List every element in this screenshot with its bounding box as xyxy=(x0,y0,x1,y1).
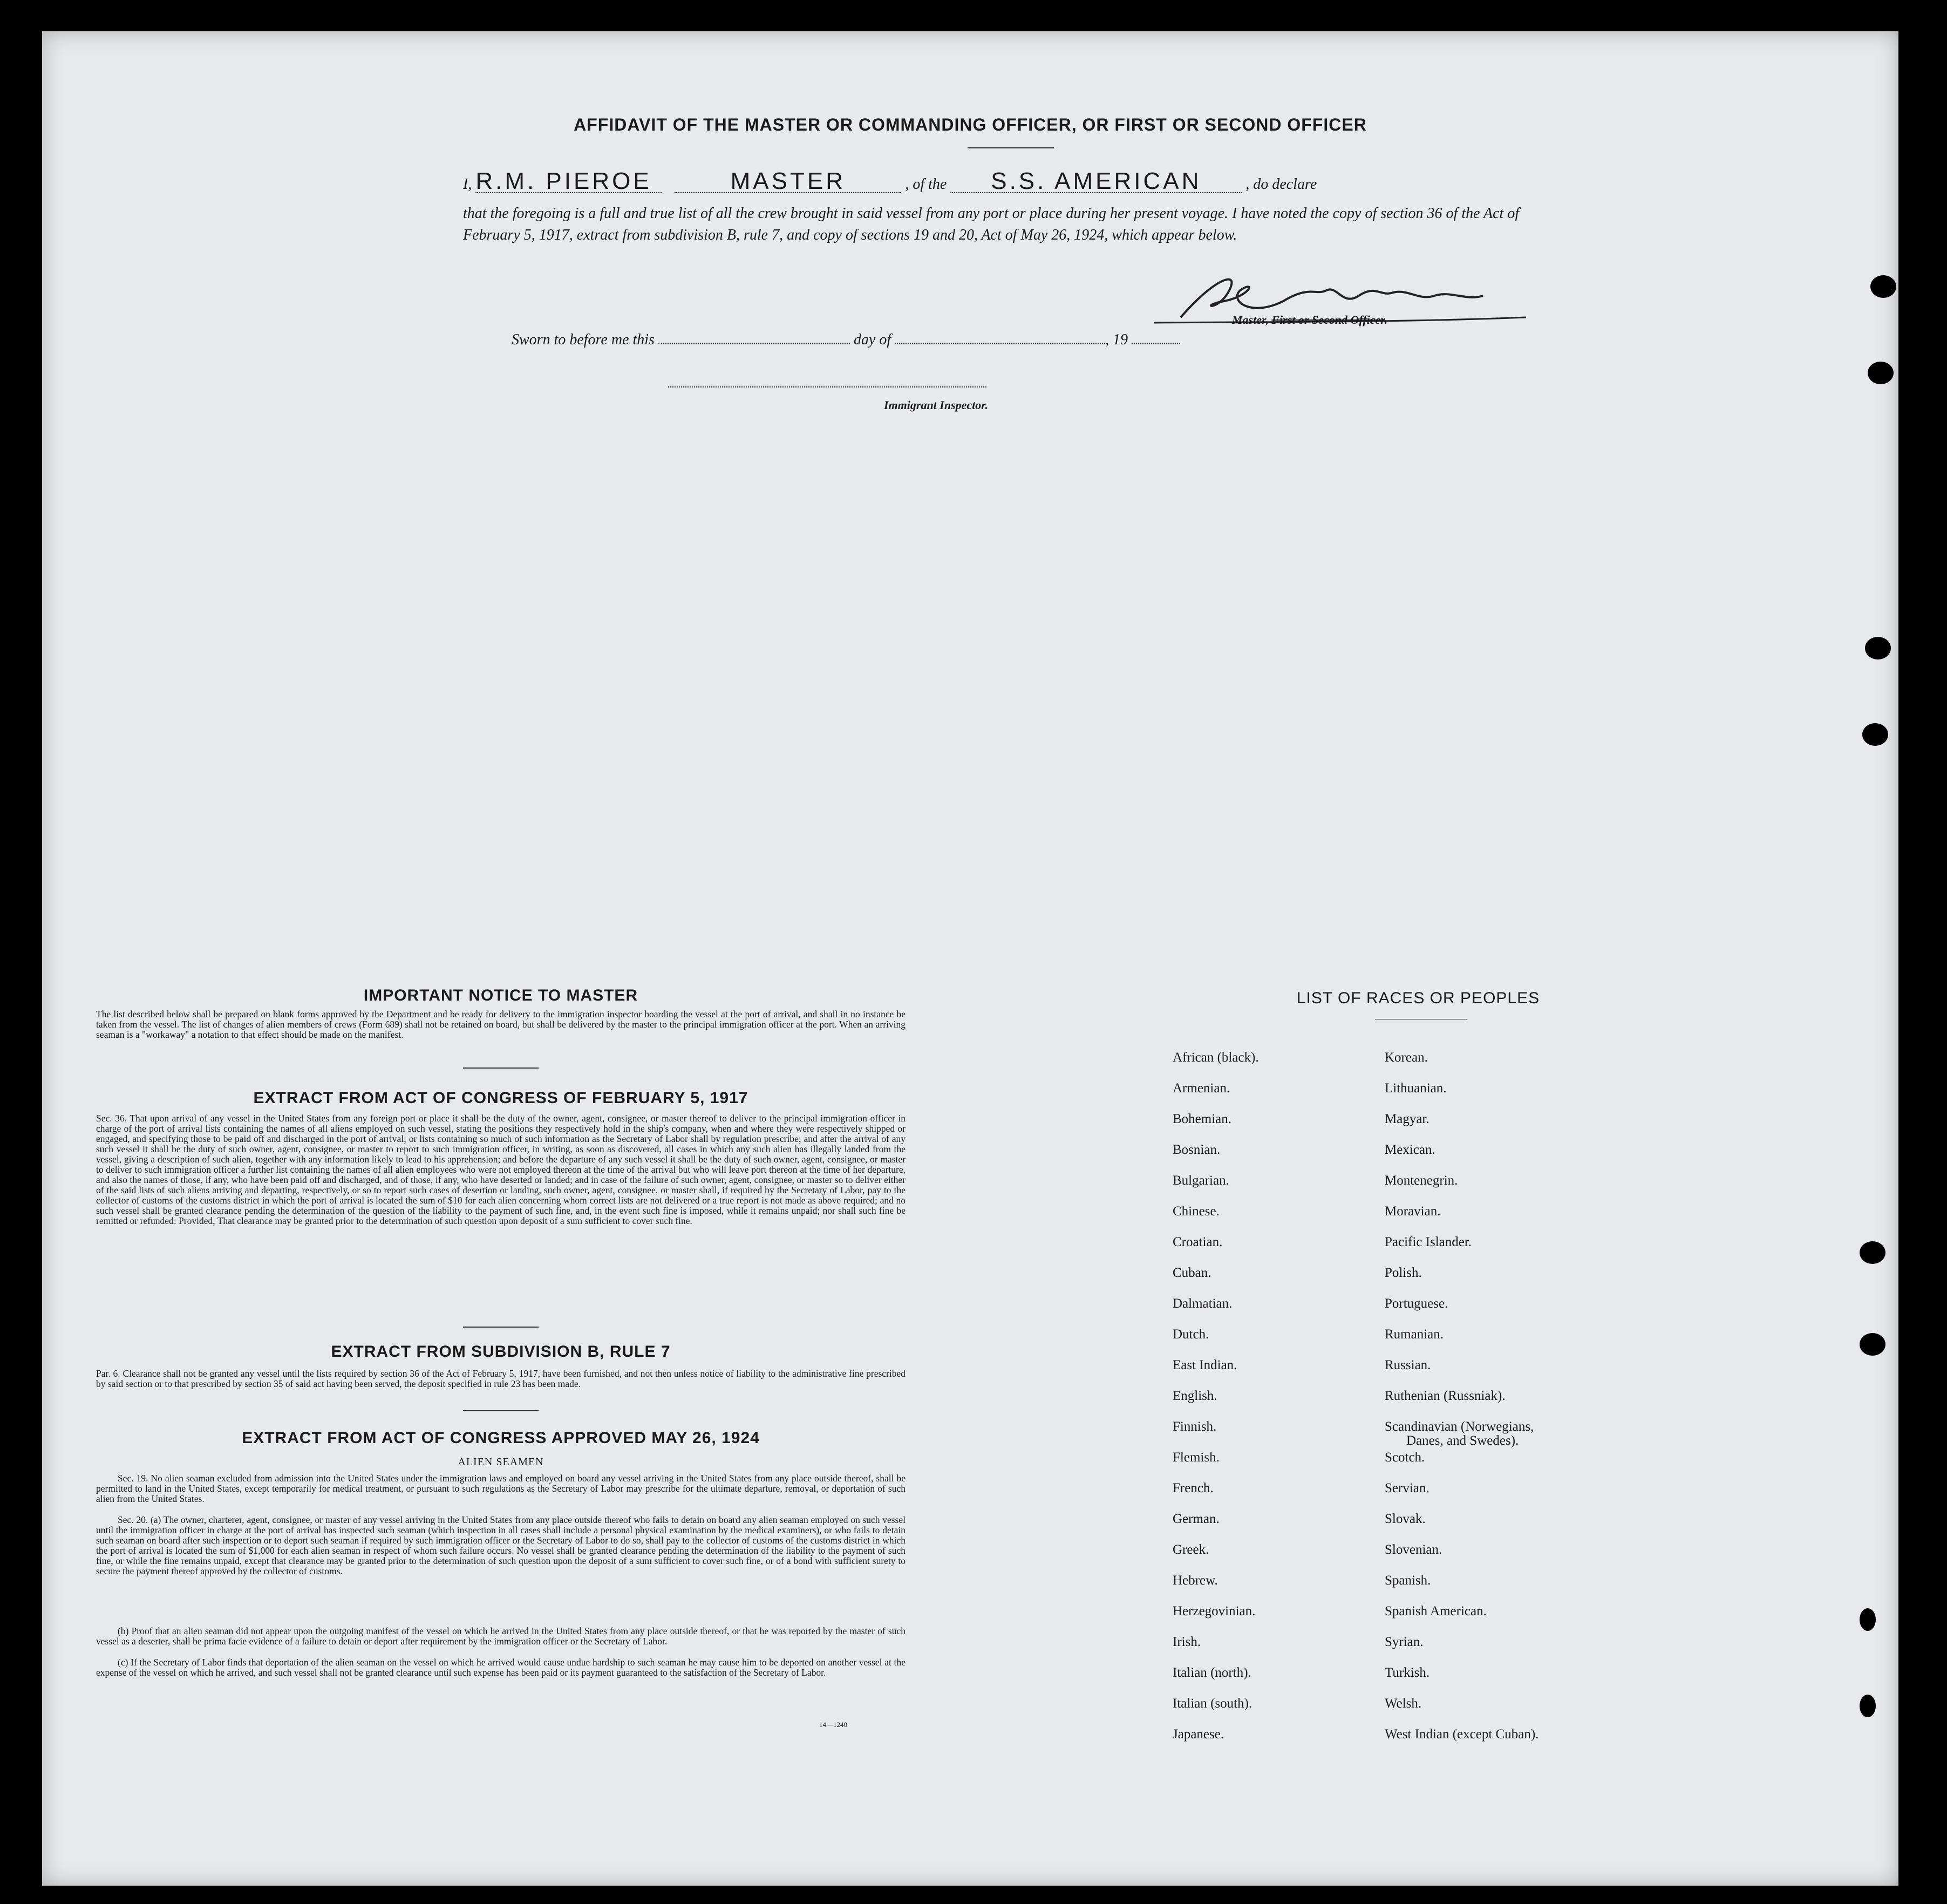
race-item: Welsh. xyxy=(1385,1696,1422,1711)
punch-hole xyxy=(1862,723,1888,746)
race-item-continuation: Danes, and Swedes). xyxy=(1406,1433,1519,1448)
races-title: LIST OF RACES OR PEOPLES xyxy=(1296,989,1540,1007)
signer-title-end: . xyxy=(1384,313,1388,327)
race-item: Greek. xyxy=(1173,1542,1209,1557)
race-item: Pacific Islander. xyxy=(1385,1235,1472,1249)
extract-1917-title: EXTRACT FROM ACT OF CONGRESS OF FEBRUARY 5, 1917 xyxy=(253,1089,748,1107)
sworn-prefix: Sworn to before me this xyxy=(512,331,655,348)
race-item: Scotch. xyxy=(1385,1450,1425,1465)
extract-rule7-title: EXTRACT FROM SUBDIVISION B, RULE 7 xyxy=(331,1343,671,1361)
notice-text: The list described below shall be prepared on blank forms approved by the Department and be ready for delivery to the immigration inspector boarding the vessel at the port of arrival, and shall in no instance be taken from the vessel. The list of changes of alien members of crews (Form 689) shall not be retained on board, but shall be delivered by the master to the principal immigration officer at the port. When an arriving seaman is a "workaway" a notation to that effect should be made on the manifest. xyxy=(96,1009,906,1040)
notice-title: IMPORTANT NOTICE TO MASTER xyxy=(363,987,638,1004)
extract-1917-divider xyxy=(463,1327,539,1328)
punch-hole xyxy=(1860,1241,1885,1264)
race-item: Spanish American. xyxy=(1385,1604,1487,1619)
punch-hole xyxy=(1860,1608,1876,1631)
race-item: Dutch. xyxy=(1173,1327,1209,1342)
sworn-year-label: , 19 xyxy=(1105,331,1128,348)
race-item: Montenegrin. xyxy=(1385,1173,1458,1188)
form-number: 14—1240 xyxy=(819,1721,847,1729)
race-item: Italian (south). xyxy=(1173,1696,1252,1711)
race-item: Bosnian. xyxy=(1173,1143,1221,1157)
race-item: German. xyxy=(1173,1512,1220,1526)
extract-1924-title: EXTRACT FROM ACT OF CONGRESS APPROVED MAY 26, 1924 xyxy=(242,1429,760,1447)
signer-title xyxy=(1232,313,1387,327)
race-item: Finnish. xyxy=(1173,1419,1217,1434)
vessel-name: S.S. AMERICAN xyxy=(950,171,1242,193)
do-declare-label: , do declare xyxy=(1245,176,1317,193)
punch-hole xyxy=(1865,637,1891,659)
race-item: Japanese. xyxy=(1173,1727,1224,1742)
signer-title-struck: First or Second Officer xyxy=(1271,313,1385,327)
race-item: Chinese. xyxy=(1173,1204,1220,1219)
race-item: Italian (north). xyxy=(1173,1665,1251,1680)
race-item: Slovak. xyxy=(1385,1512,1426,1526)
bleed-through-text xyxy=(1256,111,1261,130)
race-item: English. xyxy=(1173,1389,1217,1403)
declaration-first-line xyxy=(463,168,1558,195)
race-item: Polish. xyxy=(1385,1266,1422,1280)
race-item: Flemish. xyxy=(1173,1450,1220,1465)
punch-hole xyxy=(1860,1695,1876,1717)
race-item: Korean. xyxy=(1385,1050,1428,1065)
sworn-day-label: day of xyxy=(853,331,891,348)
notice-divider xyxy=(463,1067,539,1069)
race-item: East Indian. xyxy=(1173,1358,1237,1372)
race-item: Hebrew. xyxy=(1173,1573,1218,1588)
race-item: Herzegovinian. xyxy=(1173,1604,1256,1619)
punch-hole xyxy=(1870,275,1896,298)
race-item: Lithuanian. xyxy=(1385,1081,1447,1096)
inspector-label: Immigrant Inspector. xyxy=(884,398,989,412)
title-divider xyxy=(968,147,1054,148)
document-page xyxy=(42,31,1898,1886)
race-item: Rumanian. xyxy=(1385,1327,1444,1342)
sec20c-text: (c) If the Secretary of Labor finds that deportation of the alien seaman on the vessel on which he arrived would cause undue hardship to such seaman he may cause him to be deported on another vessel at the expense of the vessel on which he arrived, and such vessel shall not be granted clearance until such expense has been paid or its payment guaranteed to the satisfaction of the Secretary of Labor. xyxy=(96,1657,906,1678)
race-item: Ruthenian (Russniak). xyxy=(1385,1389,1506,1403)
sec20b-text: (b) Proof that an alien seaman did not appear upon the outgoing manifest of the vessel on which he arrived in the United States from any place outside thereof, or that he was reported by the master of such vessel as a deserter, shall be prima facie evidence of a failure to detain or deport after requirement by the immigration officer or the Secretary of Labor. xyxy=(96,1626,906,1647)
race-item: Scandinavian (Norwegians, xyxy=(1385,1419,1534,1434)
signer-title-master: Master, xyxy=(1232,313,1269,327)
race-item: Magyar. xyxy=(1385,1112,1429,1126)
race-item: Cuban. xyxy=(1173,1266,1211,1280)
race-item: Turkish. xyxy=(1385,1665,1430,1680)
inspector-signature-line xyxy=(668,386,986,387)
of-the-label: , of the xyxy=(905,176,947,193)
race-item: Russian. xyxy=(1385,1358,1431,1372)
race-item: Spanish. xyxy=(1385,1573,1431,1588)
race-item: Syrian. xyxy=(1385,1635,1424,1649)
race-item: Servian. xyxy=(1385,1481,1429,1495)
race-item: West Indian (except Cuban). xyxy=(1385,1727,1539,1742)
punch-hole xyxy=(1860,1333,1885,1356)
signature-text: R.M. Pierce xyxy=(1353,301,1356,302)
race-item: Armenian. xyxy=(1173,1081,1230,1096)
i-label: I, xyxy=(463,176,472,193)
race-item: Bulgarian. xyxy=(1173,1173,1229,1188)
declaration-text: that the foregoing is a full and true list of all the crew brought in said vessel from any port or place during her present voyage. I have noted the copy of section 36 of the Act of February 5, 1917, extract from subdivision B, rule 7, and copy of sections 19 and 20, Act of May 26, 1924, which appear below. xyxy=(463,205,1520,243)
race-item: Portuguese. xyxy=(1385,1296,1448,1311)
race-item: Slovenian. xyxy=(1385,1542,1442,1557)
master-name: R.M. PIEROE xyxy=(475,171,662,193)
punch-hole xyxy=(1868,362,1894,384)
sec20a-text: Sec. 20. (a) The owner, charterer, agent, consignee, or master of any vessel arriving in the United States from any place outside thereof who fails to detain on board any alien seaman employed on such vessel until the immigration officer in charge at the port of arrival has inspected such seaman (which inspection in all cases shall include a personal physical examination by the medical examiners), or who fails to detain such seaman on board after such inspection or to deport such seaman if required by such immigration officer or the Secretary of Labor to do so, shall pay to the collector of customs of the customs district in which the port of arrival is located the sum of $1,000 for each alien seaman in respect of whom such failure occurs. No vessel shall be granted clearance pending the determination of the liability to the payment of such fine, or while the fine remains unpaid, except that clearance may be granted prior to the determination of such question upon the deposit of a sum sufficient to cover such fine, or of a bond with sufficient surety to secure the payment thereof approved by the collector of customs. xyxy=(96,1514,906,1576)
race-item: African (black). xyxy=(1173,1050,1259,1065)
sworn-line xyxy=(512,329,1607,351)
master-rank: MASTER xyxy=(675,171,901,193)
race-item: Irish. xyxy=(1173,1635,1201,1649)
race-item: French. xyxy=(1173,1481,1214,1495)
extract-rule7-text: Par. 6. Clearance shall not be granted any vessel until the lists required by section 36 of the Act of February 5, 1917, have been furnished, and not then unless notice of liability to the administrative fine prescribed by said section or to that prescribed by section 35 of said act having been served, the deposit specified in rule 23 has been made. xyxy=(96,1368,906,1389)
affidavit-title: AFFIDAVIT OF THE MASTER OR COMMANDING OFFICER, OR FIRST OR SECOND OFFICER xyxy=(574,115,1367,134)
race-item: Croatian. xyxy=(1173,1235,1223,1249)
race-item: Moravian. xyxy=(1385,1204,1441,1219)
race-item: Dalmatian. xyxy=(1173,1296,1233,1311)
extract-rule7-divider xyxy=(463,1410,539,1411)
alien-seamen-subtitle: ALIEN SEAMEN xyxy=(458,1456,544,1468)
extract-1917-text: Sec. 36. That upon arrival of any vessel in the United States from any foreign port or place it shall be the duty of the owner, agent, consignee, or master thereof to deliver to the principal immigration officer in charge of the port of arrival lists containing the names of all aliens employed on such vessel, stating the positions they respectively hold in the ship's company, when and where they were respectively shipped or engaged, and specifying those to be paid off and discharged in the port of arrival; or lists containing so much of such information as the Secretary of Labor shall by regulation prescribe; and after the arrival of any such vessel it shall be the duty of such owner, agent, consignee, or master to report to such immigration officer, in writing, as soon as discovered, all cases in which any such alien has illegally landed from the vessel, giving a description of such alien, together with any information likely to lead to his apprehension; and before the departure of any such vessel it shall be the duty of such owner, agent, consignee, or master to deliver to such immigration officer a further list containing the names of all alien employees who were not employed thereon at the time of the arrival but who will leave port thereon at the time of her departure, and also the names of those, if any, who have been paid off and discharged, and of those, if any, who have deserted or landed; and in case of the failure of such owner, agent, consignee, or master so to deliver either of the said lists of such aliens arriving and departing, respectively, or so to report such cases of desertion or landing, such owner, agent, consignee, or master shall, if required by the Secretary of Labor, pay to the collector of customs of the customs district in which the port of arrival is located the sum of $10 for each alien concerning whom correct lists are not delivered or a true report is not made as above required; and no such vessel shall be granted clearance pending the determination of the question of the liability to the payment of such fine, and, in the event such fine is imposed, while it remains unpaid; nor shall such fine be remitted or refunded: Provided, That clearance may be granted prior to the determination of such question upon deposit of a sum sufficient to cover such fine. xyxy=(96,1113,906,1226)
race-item: Bohemian. xyxy=(1173,1112,1232,1126)
sec19-text: Sec. 19. No alien seaman excluded from admission into the United States under the immigration laws and employed on board any vessel arriving in the United States from any place outside thereof, shall be permitted to land in the United States, except temporarily for medical treatment, or pursuant to such regulations as the Secretary of Labor may prescribe for the ultimate departure, removal, or deportation of such alien from the United States. xyxy=(96,1473,906,1504)
race-item: Mexican. xyxy=(1385,1143,1435,1157)
